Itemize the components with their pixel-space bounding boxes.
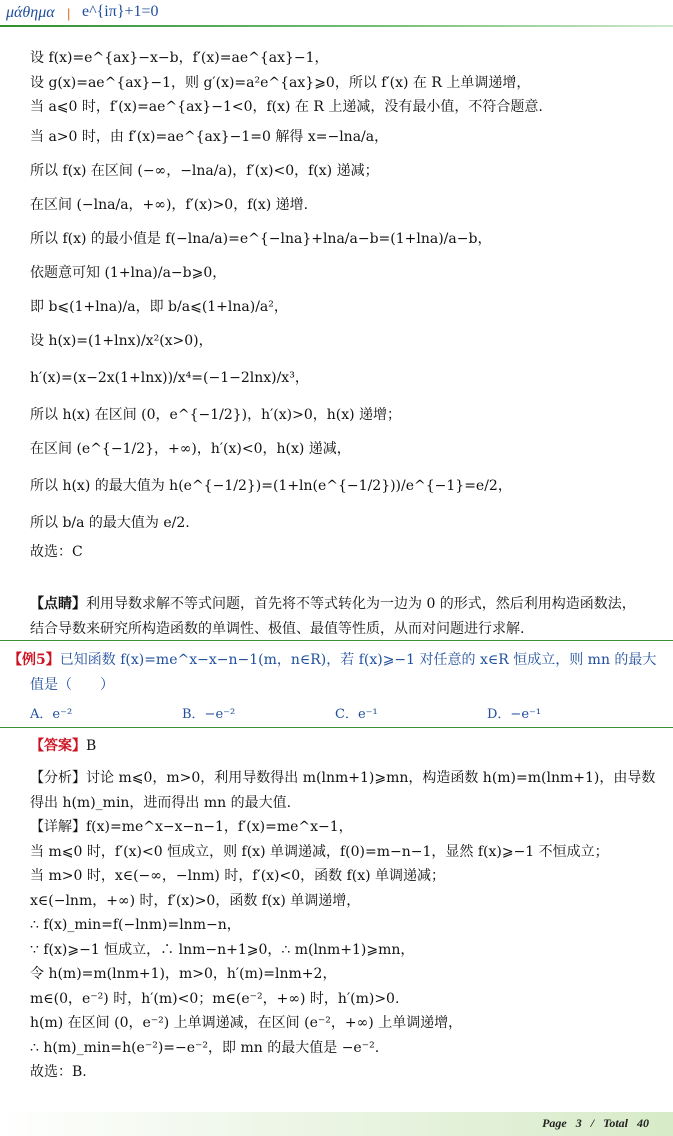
comment-block [30,592,673,642]
total-number: 40 [637,1116,649,1130]
comment-tag: 【点睛】 [30,596,86,612]
example-line: 已知函数 f(x)=me^x−x−n−1(m，n∈R)，若 f(x)⩾−1 对任意的 x∈R 恒成立，则 mn 的最大 [59,652,657,668]
comment-text: 利用导数求解不等式问题，首先将不等式转化为一边为 0 的形式，然后利用构造函数法， [86,596,636,612]
option-a: A．e⁻² [30,707,73,722]
option-d: D．−e⁻¹ [487,707,542,722]
analysis-line: 【分析】讨论 m⩽0，m>0，利用导数得出 m(lnm+1)⩾mn，构造函数 h(m)=m(lnm+1)，由导数 [30,770,656,786]
solution-line: 当 a⩽0 时，f′(x)=ae^{ax}−1<0，f(x) 在 R 上递减，没有最小值，不符合题意. [30,99,543,116]
option-b: B．−e⁻² [182,707,236,722]
solution-line: 所以 f(x) 的最小值是 f(−lna/a)=e^{−lna}+lna/a−b=(1+lna)/a−b， [30,230,492,247]
solution-line: 依题意可知 (1+lna)/a−b⩾0， [30,264,227,281]
page-label: Page [542,1116,567,1130]
solution-line: 设 f(x)=e^{ax}−x−b，f′(x)=ae^{ax}−1， [30,50,329,66]
header-formula: e^{iπ}+1=0 [82,3,159,20]
example-box [0,640,673,728]
page-slash: / [590,1116,595,1130]
analysis-line: ∵ f(x)⩾−1 恒成立，∴ lnm−n+1⩾0，∴ m(lnm+1)⩾mn， [30,941,415,958]
solution-line: 即 b⩽(1+lna)/a，即 b/a⩽(1+lna)/a²， [30,298,288,315]
page-header [0,0,673,30]
analysis-line: h(m) 在区间 (0，e⁻²) 上单调递减，在区间 (e⁻²，+∞) 上单调递增， [30,1015,463,1031]
analysis-line: 当 m>0 时，x∈(−∞，−lnm) 时，f′(x)<0，函数 f(x) 单调递减； [30,868,446,884]
solution-line: h′(x)=(x−2x(1+lnx))/x⁴=(−1−2lnx)/x³， [30,369,309,386]
solution-line: 设 g(x)=ae^{ax}−1，则 g′(x)=a²e^{ax}⩾0，所以 f′(x) 在 R 上单调递增， [30,74,531,91]
solution-line: 当 a>0 时，由 f′(x)=ae^{ax}−1=0 解得 x=−lna/a， [30,128,389,145]
solution-line: 在区间 (−lna/a，+∞)，f′(x)>0，f(x) 递增. [30,196,309,213]
solution-line: 所以 h(x) 的最大值为 h(e^{−1/2})=(1+ln(e^{−1/2}))/e^{−1}=e/2， [30,477,512,494]
analysis-line: 得出 h(m)_min，进而得出 mn 的最大值. [30,794,292,811]
page-number: 3 [575,1116,582,1130]
example-question [8,649,656,669]
solution-line: 设 h(x)=(1+lnx)/x²(x>0)， [30,332,213,349]
solution-line: 在区间 (e^{−1/2}，+∞)，h′(x)<0，h(x) 递减， [30,440,351,457]
analysis-line: 令 h(m)=m(lnm+1)，m>0，h′(m)=lnm+2， [30,966,337,982]
answer-line [30,735,96,755]
solution-line: 所以 h(x) 在区间 (0，e^{−1/2})，h′(x)>0，h(x) 递增； [30,406,402,423]
option-c: C．e⁻¹ [335,707,378,722]
analysis-block [30,766,670,1085]
example-line: 值是（ ） [30,677,114,693]
header-separator: | [67,6,71,21]
analysis-line: m∈(0，e⁻²) 时，h′(m)<0；m∈(e⁻²，+∞) 时，h′(m)>0. [30,990,400,1007]
total-label: Total [603,1116,628,1130]
page-footer [0,1112,673,1136]
answer-tag: 【答案】 [30,738,86,754]
analysis-line: 故选：B. [30,1064,87,1080]
page-indicator [542,1116,649,1131]
analysis-line: ∴ h(m)_min=h(e⁻²)=−e⁻²，即 mn 的最大值是 −e⁻². [30,1039,380,1056]
comment-text: 结合导数来研究所构造函数的单调性、极值、最值等性质，从而对问题进行求解. [30,621,525,637]
solution-line: 故选：C [30,543,83,560]
solution-block [30,46,660,564]
solution-line: 所以 f(x) 在区间 (−∞，−lna/a)，f′(x)<0，f(x) 递减； [30,162,379,179]
brand-title: μάθημα [6,4,55,21]
answer-value: B [86,738,97,754]
analysis-line: ∴ f(x)_min=f(−lnm)=lnm−n， [30,917,241,933]
example-tag: 【例5】 [8,652,60,668]
header-rule [0,25,673,27]
analysis-line: x∈(−lnm，+∞) 时，f′(x)>0，函数 f(x) 单调递增， [30,892,361,909]
analysis-line: 当 m⩽0 时，f′(x)<0 恒成立，则 f(x) 单调递减，f(0)=m−n−1，显然 f(x)⩾−1 不恒成立； [30,843,609,860]
analysis-line: 【详解】f(x)=me^x−x−n−1，f′(x)=me^x−1， [30,819,353,835]
solution-line: 所以 b/a 的最大值为 e/2. [30,514,190,531]
